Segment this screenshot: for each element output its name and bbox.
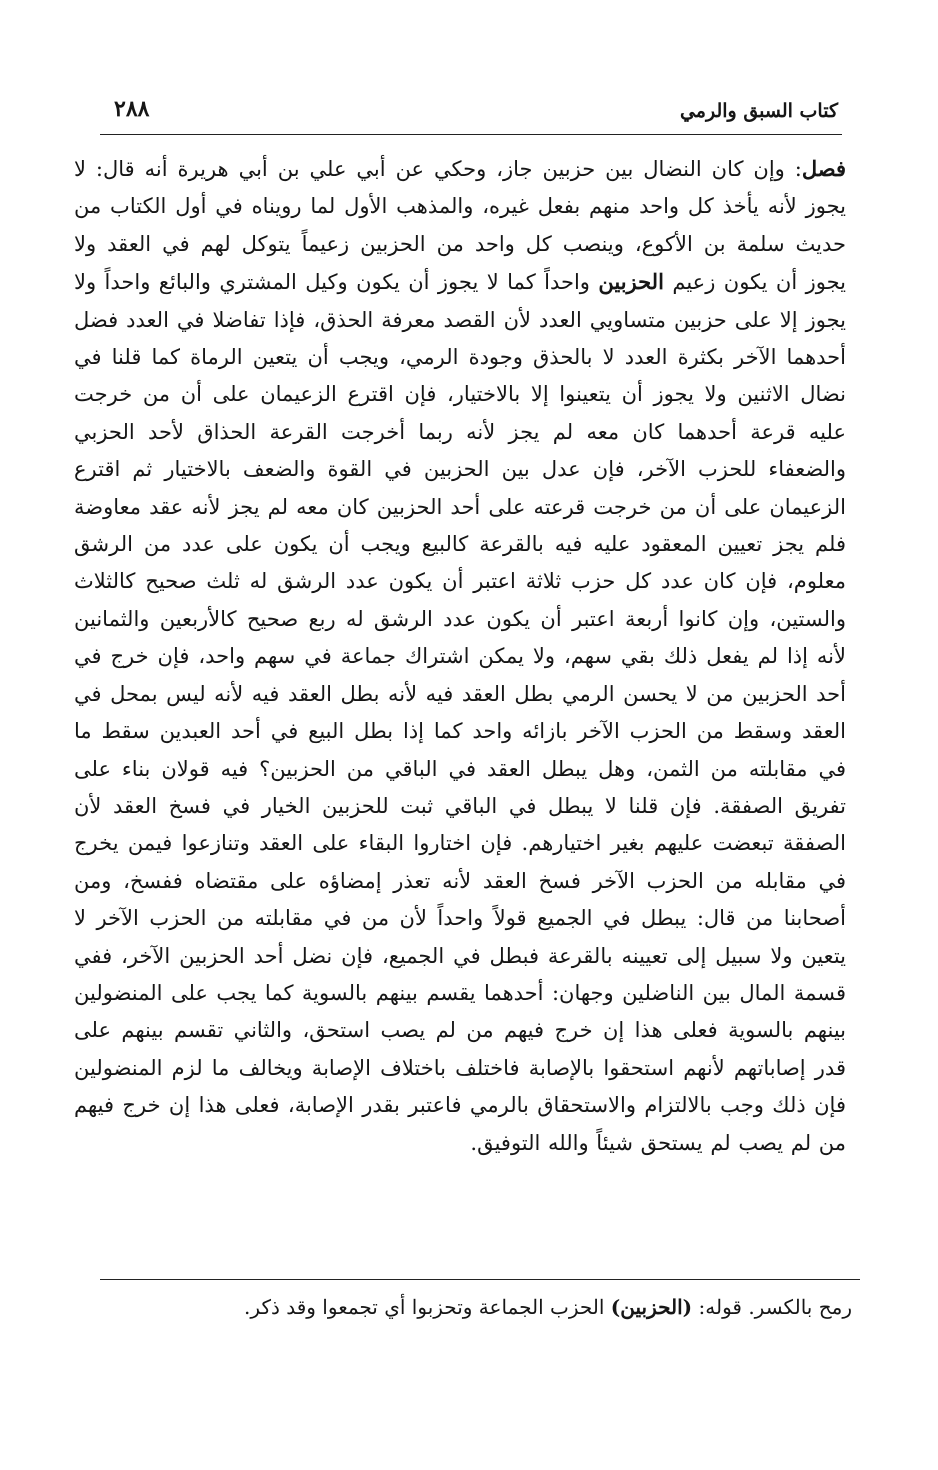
key-term-hizbayn: الحزبين — [598, 269, 664, 295]
footnote-divider — [100, 1279, 860, 1280]
section-text-part-2: واحداً كما لا يجوز أن يكون وكيل المشتري والبائع واحداً ولا يجوز إلا على حزبين متساويي العدد لأن القصد معرفة الحذق، فإذا تفاضلا في العدد فضل أحدهما الآخر بكثرة العدد لا بالحذق وجودة الرمي، ويجب أن يتعين الرماة كما قلنا في نضال الاثنين ولا يجوز أن يتعينوا إلا بالاختيار، فإن اقترع الزعيمان على أن من خرجت عليه قرعة أحدهما كان معه لم يجز لأنه ربما أخرجت القرعة الحذاق لأحد الحزبي والضعفاء للحزب الآخر، فإن عدل بين الحزبين في القوة والضعف بالاختيار ثم اقترع الزعيمان على أن من خرجت قرعته على أحد الحزبين كان معه لم يجز لأنه عقد معاوضة فلم يجز تعيين المعقود عليه فيه بالقرعة كالبيع ويجب أن يكون على عدد من الرشق معلوم، فإن كان عدد كل حزب ثلاثة اعتبر أن يكون عدد الرشق له ثلث صحيح كالثلاث والستين، وإن كانوا أربعة اعتبر أن يكون عدد الرشق له ربع صحيح كالأربعين والثمانين لأنه إذا لم يفعل ذلك بقي سهم، ولا يمكن اشتراك جماعة في سهم واحد، فإن خرج في أحد الحزبين من لا يحسن الرمي بطل العقد فيه لأنه بطل العقد فيه لأنه ليس بمحل في العقد وسقط من الحزب الآخر بازائه واحد كما إذا بطل البيع في أحد العبدين سقط ما في مقابلته من الثمن، وهل يبطل العقد في الباقي من الحزبين؟ فيه قولان بناء على تفريق الصفقة. فإن قلنا لا يبطل في الباقي ثبت للحزبين الخيار في فسخ العقد لأن الصفقة تبعضت عليهم بغير اختيارهم. فإن اختاروا البقاء على العقد وتنازعوا فيمن يخرج في مقابله من الحزب الآخر فسخ العقد لأنه تعذر إمضاؤه على مقتضاه ففسخ، ومن أصحابنا من قال: يبطل في الجميع قولاً واحداً لأن من في مقابلته من الحزب الآخر لا يتعين ولا سبيل إلى تعيينه بالقرعة فبطل في الجميع، فإن نضل أحد الحزبين الآخر، ففي قسمة المال بين الناضلين وجهان: أحدهما يقسم بينهم بالسوية كما يجب على المنضولين بينهم بالسوية فعلى هذا إن خرج فيهم من لم يصب استحق، والثاني تقسم بينهم على قدر إصاباتهم لأنهم استحقوا بالإصابة فاختلف باختلاف الإصابة ويخالف ما لزم المنضولين فإن ذلك وجب بالالتزام والاستحقاق بالرمي فاعتبر بقدر الإصابة، فعلى هذا إن خرج فيهم من لم يصب لم يستحق شيئاً والله التوفيق. — [74, 270, 846, 1155]
footnote-suffix: الحزب الجماعة وتحزبوا أي تجمعوا وقد ذكر. — [244, 1295, 611, 1319]
section-text — [74, 150, 846, 1162]
footnote-prefix: رمح بالكسر. قوله: — [692, 1295, 852, 1319]
page-number: ٢٨٨ — [114, 96, 150, 122]
book-title: كتاب السبق والرمي — [679, 100, 838, 122]
footnote — [100, 1290, 852, 1324]
section-text-part-1: : وإن كان النضال بين حزبين جاز، وحكي عن أبي علي بن أبي هريرة أنه قال: لا يجوز لأنه يأخذ كل واحد منهم بفعل غيره، والمذهب الأول لما رويناه في أول الكتاب من حديث سلمة بن الأكوع، وينصب كل واحد من الحزبين زعيماً يتوكل لهم في العقد ولا يجوز أن يكون زعيم — [74, 157, 846, 295]
section-lead-word: فصل — [801, 156, 846, 181]
footnote-term: (الحزبين) — [610, 1295, 693, 1319]
running-header — [100, 94, 842, 135]
